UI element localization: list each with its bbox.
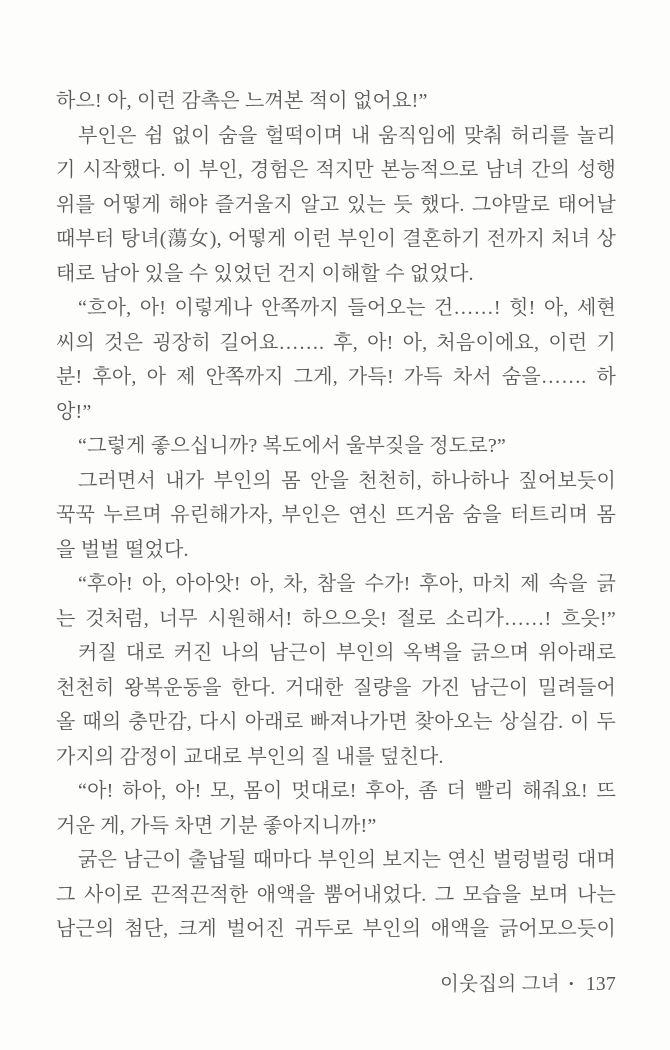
text-line: 하으! 아, 이런 감촉은 느껴본 적이 없어요!”: [56, 90, 428, 112]
text-line: 분! 후아, 아 제 안쪽까지 그게, 가득! 가득 차서 숨을……. 하: [56, 366, 616, 388]
body-text: [56, 84, 616, 947]
text-line: 그러면서 내가 부인의 몸 안을 천천히, 하나하나 짚어보듯이: [78, 469, 616, 492]
text-line: 커질 대로 커진 나의 남근이 부인의 옥벽을 긁으며 위아래로: [78, 642, 616, 664]
text-line: 는 것처럼, 너무 시원해서! 하으으읏! 절로 소리가……! 흐읏!”: [56, 607, 616, 630]
text-line: 가지의 감정이 교대로 부인의 질 내를 덮친다.: [56, 745, 444, 768]
text-line: “후아! 아, 아아앗! 아, 차, 참을 수가! 후아, 마치 제 속을 긁: [78, 573, 616, 595]
footer-separator-icon: •: [568, 976, 574, 991]
text-line: 태로 남아 있을 수 있었던 건지 이해할 수 없었다.: [56, 262, 474, 285]
text-line: 을 벌벌 떨었다.: [56, 538, 189, 561]
text-line: 천천히 왕복운동을 한다. 거대한 질량을 가진 남근이 밀려들어: [56, 676, 616, 699]
text-line: 거운 게, 가득 차면 기분 좋아지니까!”: [56, 814, 377, 837]
text-line: “그렇게 좋으십니까? 복도에서 울부짖을 정도로?”: [78, 435, 506, 457]
text-line: 기 시작했다. 이 부인, 경험은 적지만 본능적으로 남녀 간의 성행: [56, 159, 616, 181]
page-number: 137: [585, 974, 616, 995]
text-line: 부인은 쉼 없이 숨을 헐떡이며 내 움직임에 맞춰 허리를 놀리: [78, 124, 616, 147]
text-line: 때부터 탕녀(蕩女), 어떻게 이런 부인이 결혼하기 전까지 처녀 상: [56, 228, 616, 250]
text-line: 그 사이로 끈적끈적한 애액을 뿜어내었다. 그 모습을 보며 나는: [56, 883, 616, 906]
text-line: 굵은 남근이 출납될 때마다 부인의 보지는 연신 벌렁벌렁 대며: [78, 849, 616, 871]
text-line: 위를 어떻게 해야 즐거울지 알고 있는 듯 했다. 그야말로 태어날: [56, 193, 616, 216]
text-line: 앙!”: [56, 400, 92, 423]
text-line: 남근의 첨단, 크게 벌어진 귀두로 부인의 애액을 긁어모으듯이: [56, 918, 616, 940]
text-line: 씨의 것은 굉장히 길어요……. 후, 아! 아, 처음이에요, 이런 기: [56, 331, 616, 354]
text-line: 꾹꾹 누르며 유린해가자, 부인은 연신 뜨거움 숨을 터트리며 몸: [56, 504, 616, 526]
text-line: “흐아, 아! 이렇게나 안쪽까지 들어오는 건……! 힛! 아, 세현: [78, 297, 616, 319]
text-line: 올 때의 충만감, 다시 아래로 빠져나가면 찾아오는 상실감. 이 두: [56, 711, 616, 733]
running-title: 이웃집의 그녀: [439, 974, 560, 995]
text-line: “아! 하아, 아! 모, 몸이 멋대로! 후아, 좀 더 빨리 해줘요! 뜨: [78, 780, 616, 802]
page-footer: [56, 970, 616, 999]
